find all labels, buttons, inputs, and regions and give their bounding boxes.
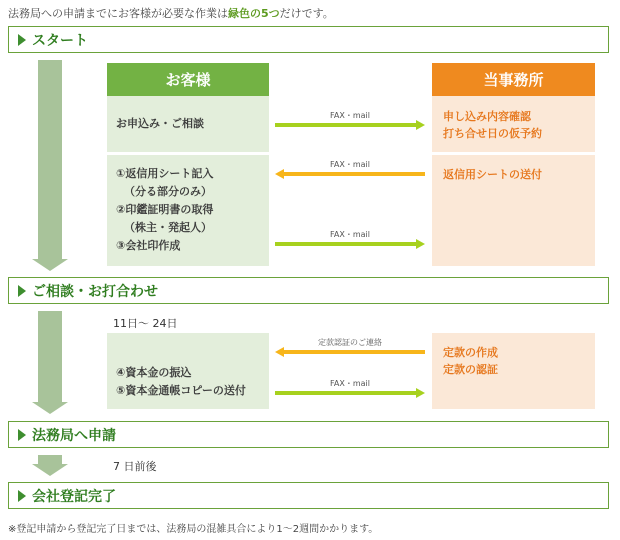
- play-triangle-icon: [18, 429, 26, 441]
- office-line: 定款の認証: [443, 363, 498, 376]
- customer-header: [107, 63, 269, 96]
- stage-start-label: スタート: [32, 32, 88, 49]
- arrow-right-icon: [275, 120, 425, 130]
- arrow-left-icon: [275, 169, 425, 179]
- intro-text-tail: だけです。: [279, 7, 334, 20]
- arrow-label: FAX・mail: [330, 230, 370, 239]
- customer-header-label: お客様: [165, 71, 211, 89]
- intro-text: [8, 5, 334, 21]
- stage-apply: [8, 421, 609, 448]
- flow-arrow-down-icon: [32, 464, 68, 476]
- office-line: 定款の作成: [443, 346, 498, 359]
- customer-task: ④資本金の振込: [116, 366, 192, 379]
- flow-arrow-down-icon: [32, 259, 68, 271]
- office-line: 打ち合せ日の仮予約: [443, 127, 542, 140]
- arrow-right-icon: [275, 239, 425, 249]
- duration-label: 7 日前後: [113, 460, 157, 473]
- play-triangle-icon: [18, 34, 26, 46]
- arrow-left-icon: [275, 347, 425, 357]
- play-triangle-icon: [18, 285, 26, 297]
- office-header: [432, 63, 595, 96]
- office-line: 返信用シートの送付: [443, 168, 542, 181]
- arrow-label: FAX・mail: [330, 111, 370, 120]
- arrow-label: FAX・mail: [330, 160, 370, 169]
- intro-highlight: 緑色の5つ: [228, 7, 280, 20]
- customer-box-apply: [107, 96, 269, 152]
- stage-consultation-label: ご相談・お打合わせ: [32, 283, 158, 300]
- customer-task: ②印鑑証明書の取得: [116, 203, 214, 216]
- play-triangle-icon: [18, 490, 26, 502]
- flow-arrow-down-icon: [32, 402, 68, 414]
- intro-text-lead: 法務局への申請までにお客様が必要な作業は: [8, 7, 228, 20]
- customer-task: ③会社印作成: [116, 239, 181, 252]
- stage-apply-label: 法務局へ申請: [32, 427, 116, 444]
- footnote: ※登記申請から登記完了日までは、法務局の混雑具合により1～2週間かかります。: [8, 524, 379, 535]
- arrow-right-icon: [275, 388, 425, 398]
- arrow-label: FAX・mail: [330, 379, 370, 388]
- office-box-return-sheet: [432, 155, 595, 266]
- customer-task: ⑤資本金通帳コピーの送付: [116, 384, 246, 397]
- office-line: 申し込み内容確認: [443, 110, 531, 123]
- customer-task-note: （分る部分のみ）: [124, 185, 212, 198]
- customer-box-documents: [107, 155, 269, 266]
- customer-box-capital: [107, 333, 269, 409]
- stage-complete-label: 会社登記完了: [32, 488, 116, 505]
- office-box-articles: [432, 333, 595, 409]
- stage-consultation: [8, 277, 609, 304]
- flow-arrow-shaft: [38, 311, 62, 403]
- flow-arrow-shaft: [38, 60, 62, 260]
- duration-label: 11日～ 24日: [113, 317, 178, 330]
- customer-task: ①返信用シート記入: [116, 167, 214, 180]
- customer-apply-text: お申込み・ご相談: [116, 117, 204, 130]
- stage-start: [8, 26, 609, 53]
- customer-task-note: （株主・発起人）: [124, 221, 212, 234]
- arrow-label: 定款認証のご連絡: [318, 338, 382, 347]
- office-header-label: 当事務所: [483, 71, 544, 89]
- office-box-confirm: [432, 96, 595, 152]
- stage-complete: [8, 482, 609, 509]
